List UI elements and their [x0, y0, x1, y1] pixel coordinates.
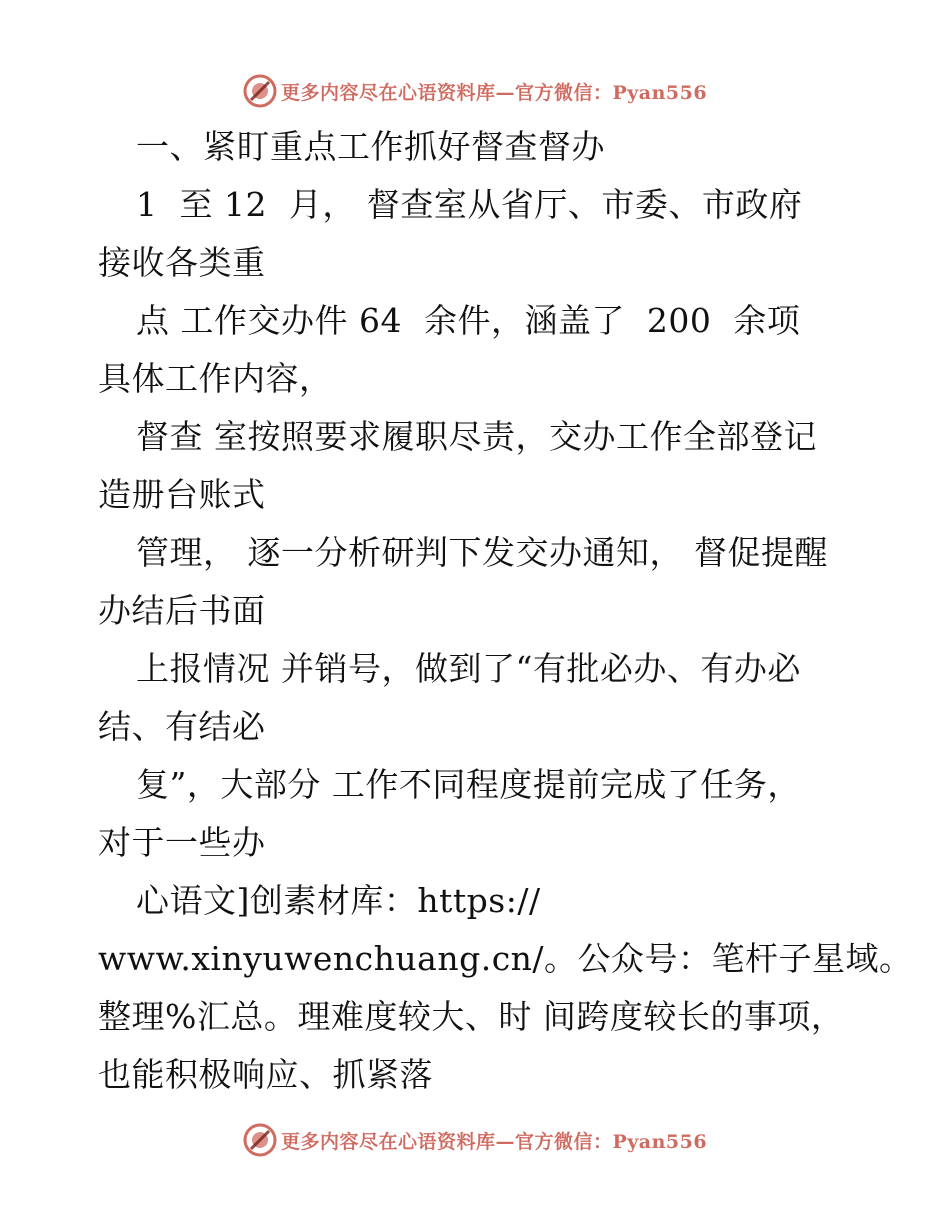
paragraph-line: 上报情况 并销号，做到了“有批必办、有办必 [136, 649, 801, 688]
paragraph-line: 督查 室按照要求履职尽责，交办工作全部登记 [136, 417, 817, 456]
paragraph-line: 具体工作内容， [98, 359, 333, 398]
paragraph-line: 整理%汇总。理难度较大、时 间跨度较长的事项， [98, 997, 845, 1036]
brand-logo-icon [243, 1123, 277, 1157]
footer-banner-text: 更多内容尽在心语资料库—官方微信：Pyan556 [280, 1130, 708, 1153]
paragraph-line: 心语文]创素材库：https:// [136, 881, 541, 920]
paragraph-line: 一、紧盯重点工作抓好督查督办 [136, 127, 605, 166]
paragraph-line: 管理， 逐一分析研判下发交办通知， 督促提醒 [136, 533, 828, 572]
paragraph-line: 结、有结必 [98, 707, 266, 746]
paragraph-line: 复”，大部分 工作不同程度提前完成了任务， [136, 765, 801, 804]
paragraph-line: 接收各类重 [98, 243, 266, 282]
header-banner [0, 71, 950, 111]
footer-banner [0, 1120, 950, 1160]
header-banner-text: 更多内容尽在心语资料库—官方微信：Pyan556 [280, 81, 708, 104]
paragraph-line: 也能积极响应、抓紧落 [98, 1055, 433, 1094]
brand-logo-icon [243, 74, 277, 108]
paragraph-line: 对于一些办 [98, 823, 266, 862]
paragraph-line: www.xinyuwenchuang.cn/。公众号：笔杆子星域。 [98, 939, 913, 978]
paragraph-line: 1 至 12 月， 督查室从省厅、市委、市政府 [136, 185, 803, 224]
paragraph-line: 办结后书面 [98, 591, 266, 630]
paragraph-line: 点 工作交办件 64 余件，涵盖了 200 余项 [136, 301, 801, 340]
paragraph-line: 造册台账式 [98, 475, 266, 514]
document-body [98, 118, 913, 1104]
